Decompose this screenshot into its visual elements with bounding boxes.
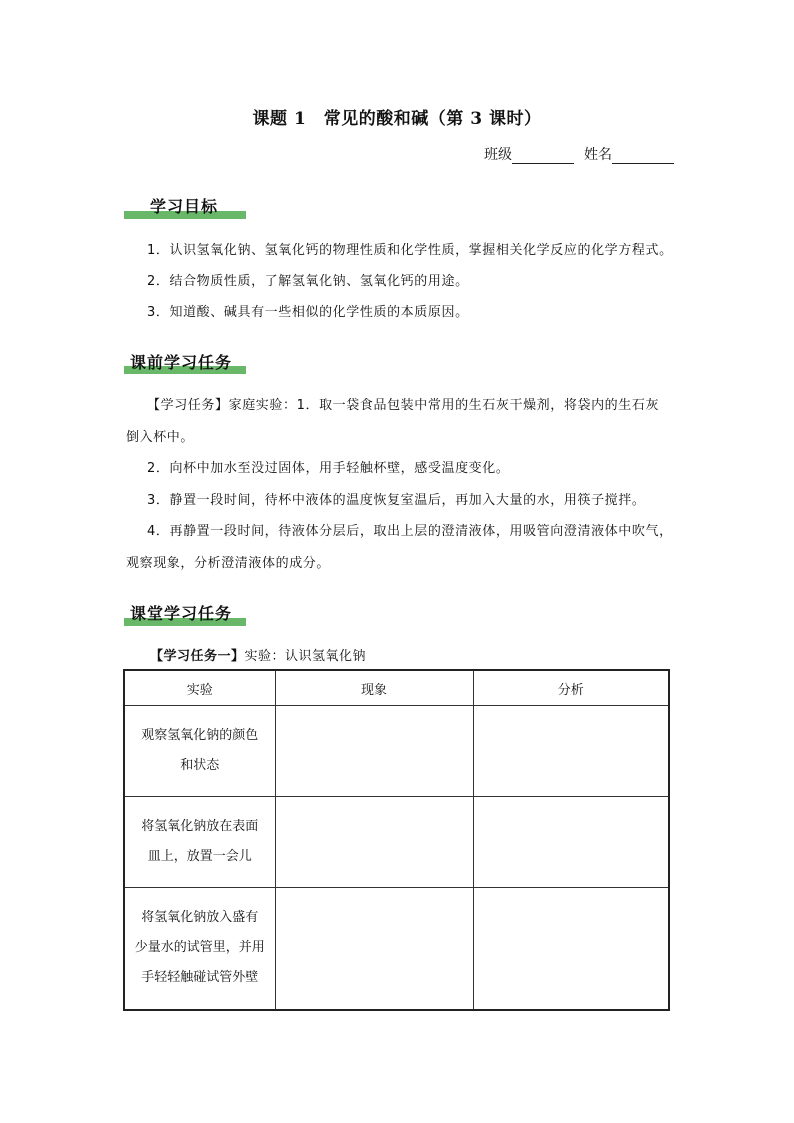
preclass-line: 倒入杯中。 bbox=[126, 430, 195, 445]
name-blank[interactable] bbox=[612, 149, 674, 164]
section-heading-inclass: 课堂学习任务 bbox=[130, 604, 233, 623]
task-text: 实验：认识氢氧化钠 bbox=[244, 649, 367, 664]
objective-item: 3．知道酸、碱具有一些相似的化学性质的本质原因。 bbox=[147, 305, 469, 320]
table-header-phenomenon: 现象 bbox=[275, 670, 473, 706]
class-blank[interactable] bbox=[512, 149, 574, 164]
table-row bbox=[124, 888, 669, 1010]
preclass-line: 3．静置一段时间，待杯中液体的温度恢复室温后，再加入大量的水，用筷子搅拌。 bbox=[147, 493, 646, 508]
page-title: 课题 1 常见的酸和碱（第 3 课时） bbox=[252, 109, 542, 129]
section-heading-objectives: 学习目标 bbox=[150, 197, 219, 216]
cell-line: 和状态 bbox=[180, 758, 220, 773]
name-label: 姓名 bbox=[584, 147, 612, 163]
experiment-cell bbox=[124, 888, 275, 1010]
table-header-row bbox=[124, 670, 669, 706]
cell-line: 观察氢氧化钠的颜色 bbox=[141, 728, 259, 743]
preclass-line: 观察现象，分析澄清液体的成分。 bbox=[126, 556, 331, 571]
section-heading-preclass: 课前学习任务 bbox=[130, 353, 233, 372]
experiment-cell bbox=[124, 797, 275, 888]
experiment-table bbox=[123, 669, 670, 1011]
analysis-cell[interactable] bbox=[473, 706, 669, 797]
table-header-experiment: 实验 bbox=[124, 670, 275, 706]
experiment-cell bbox=[124, 706, 275, 797]
preclass-line: 4．再静置一段时间，待液体分层后，取出上层的澄清液体，用吸管向澄清液体中吹气， bbox=[147, 524, 673, 539]
phenomenon-cell[interactable] bbox=[275, 888, 473, 1010]
table-row bbox=[124, 706, 669, 797]
cell-line: 将氢氧化钠放入盛有 bbox=[141, 910, 259, 926]
class-name-line bbox=[484, 144, 674, 164]
phenomenon-cell[interactable] bbox=[275, 797, 473, 888]
analysis-cell[interactable] bbox=[473, 888, 669, 1010]
phenomenon-cell[interactable] bbox=[275, 706, 473, 797]
objective-item: 2．结合物质性质，了解氢氧化钠、氢氧化钙的用途。 bbox=[147, 274, 469, 289]
objective-item: 1．认识氢氧化钠、氢氧化钙的物理性质和化学性质，掌握相关化学反应的化学方程式。 bbox=[147, 243, 673, 258]
task-label bbox=[150, 645, 366, 664]
preclass-line: 2．向杯中加水至没过固体，用手轻触杯壁，感受温度变化。 bbox=[147, 461, 510, 476]
cell-line: 手轻轻触碰试管外壁 bbox=[141, 970, 259, 986]
analysis-cell[interactable] bbox=[473, 797, 669, 888]
cell-line: 将氢氧化钠放在表面 bbox=[141, 819, 259, 834]
table-header-analysis: 分析 bbox=[473, 670, 669, 706]
preclass-line: 【学习任务】家庭实验：1．取一袋食品包装中常用的生石灰干燥剂，将袋内的生石灰 bbox=[147, 398, 660, 413]
task-bracket: 【学习任务一】 bbox=[150, 649, 245, 664]
class-label: 班级 bbox=[484, 147, 512, 163]
table-row bbox=[124, 797, 669, 888]
cell-line: 皿上，放置一会儿 bbox=[147, 849, 252, 864]
cell-line: 少量水的试管里，并用 bbox=[134, 940, 265, 956]
